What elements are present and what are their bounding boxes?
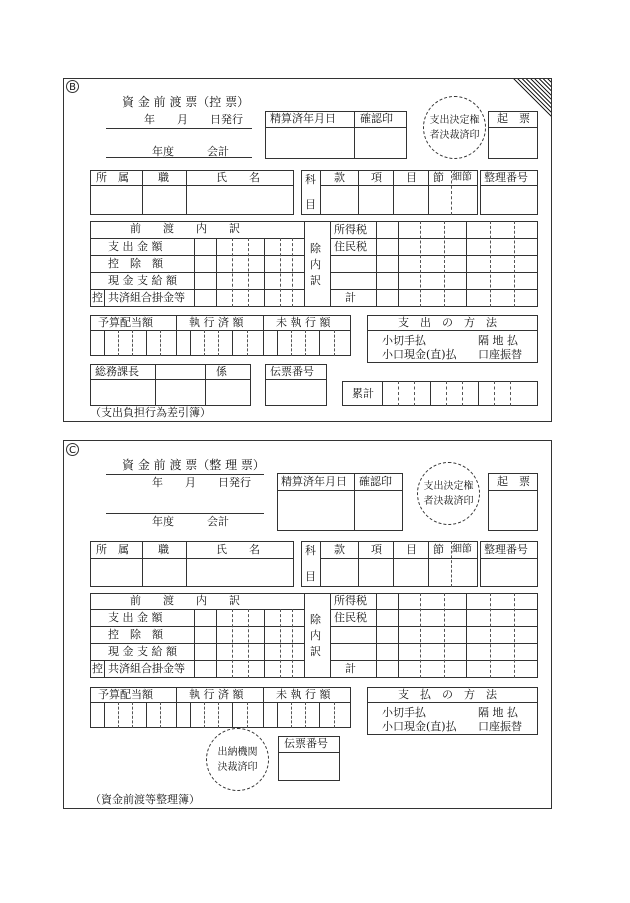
affiliation-label: 所 属 bbox=[96, 171, 129, 184]
section-marker: B bbox=[66, 80, 79, 93]
settle-date-label: 精算済年月日 bbox=[270, 112, 336, 125]
issue-date-label: 年 月 日発行 bbox=[144, 113, 243, 126]
footer-note: （資金前渡等整理簿） bbox=[90, 793, 200, 806]
approval-stamp: 支出決定権 者決裁済印 bbox=[423, 96, 486, 159]
approval-stamp: 支出決定権 者決裁済印 bbox=[417, 462, 480, 525]
section-marker: C bbox=[66, 443, 79, 456]
treasury-stamp: 出納機関 決裁済印 bbox=[206, 728, 269, 791]
form-title: 資 金 前 渡 票（整 理 票） bbox=[122, 458, 265, 472]
fiscal-year-label: 年度 会計 bbox=[152, 145, 229, 158]
footer-note: （支出負担行為差引簿） bbox=[90, 406, 211, 419]
job-label: 職 bbox=[158, 171, 169, 184]
kihyo-label: 起 票 bbox=[497, 112, 530, 125]
form-title: 資 金 前 渡 票（控 票） bbox=[122, 95, 250, 109]
name-label: 氏 名 bbox=[216, 171, 260, 184]
confirm-seal-label: 確認印 bbox=[360, 112, 393, 125]
